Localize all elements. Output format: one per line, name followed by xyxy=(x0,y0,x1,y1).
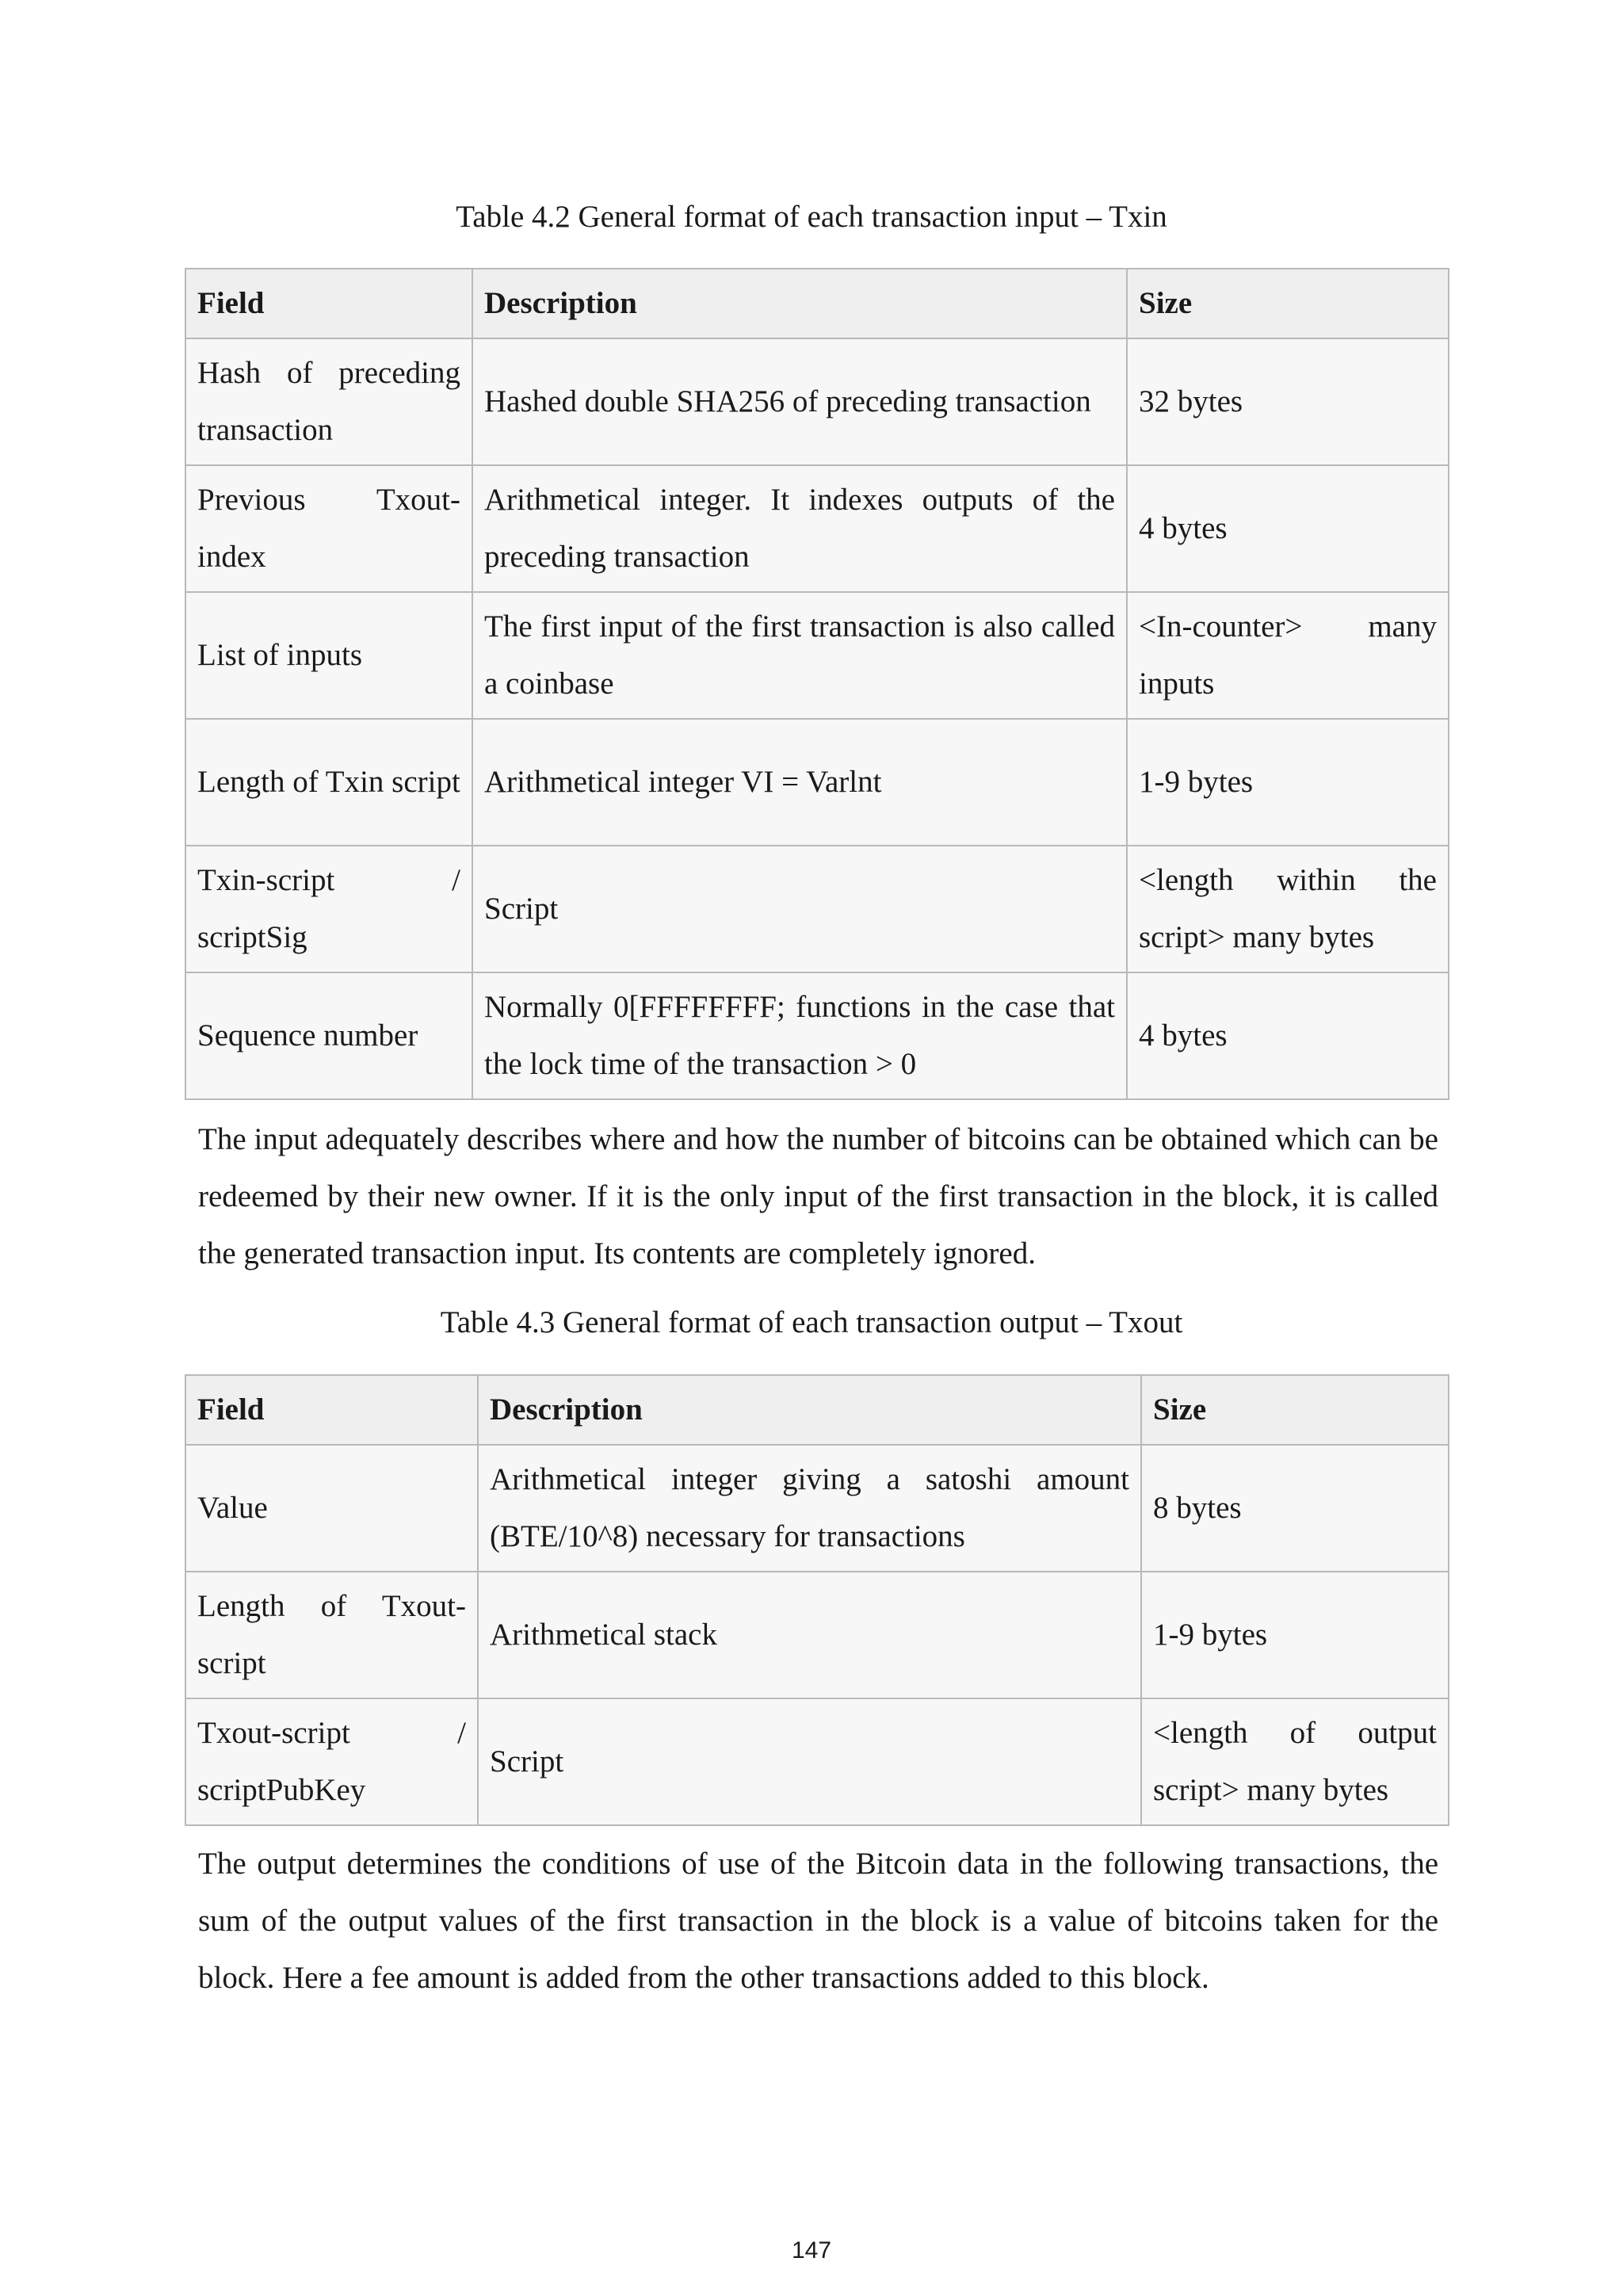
field-cell: List of inputs xyxy=(185,592,472,719)
description-cell: Arithmetical integer VI = Varlnt xyxy=(472,719,1127,846)
table-row xyxy=(185,1572,1449,1698)
body-paragraph: The output determines the conditions of use of the Bitcoin data in the following transactions, the sum of the output values of the first transaction in the block is a value of bitcoins taken for the block. Here a fee amount is added from the other transactions added to this block. xyxy=(198,1847,1438,1995)
field-cell: Txout-script / scriptPubKey xyxy=(185,1698,478,1825)
column-header: Field xyxy=(185,1375,478,1445)
table-header-row xyxy=(185,1375,1449,1445)
description-cell: Normally 0[FFFFFFFF; functions in the case that the lock time of the transaction > 0 xyxy=(472,972,1127,1099)
table-row xyxy=(185,846,1449,972)
field-cell: Sequence number xyxy=(185,972,472,1099)
size-cell: 4 bytes xyxy=(1127,972,1449,1099)
body-paragraph: The input adequately describes where and how the number of bitcoins can be obtained which can be redeemed by their new owner. If it is the only input of the first transaction in the block, it is called the generated transaction input. Its contents are completely ignored. xyxy=(198,1122,1438,1270)
table-row xyxy=(185,1445,1449,1572)
description-cell: Arithmetical integer giving a satoshi amount (BTE/10^8) necessary for transactions xyxy=(478,1445,1141,1572)
field-cell: Txin-script / scriptSig xyxy=(185,846,472,972)
txout-format-table xyxy=(185,1374,1449,1826)
field-cell: Previous Txout-index xyxy=(185,465,472,592)
page-number: 147 xyxy=(791,2237,832,2264)
size-cell: 4 bytes xyxy=(1127,465,1449,592)
description-cell: Script xyxy=(472,846,1127,972)
table-row xyxy=(185,1698,1449,1825)
column-header: Description xyxy=(472,269,1127,338)
size-cell: 8 bytes xyxy=(1141,1445,1449,1572)
field-cell: Length of Txout-script xyxy=(185,1572,478,1698)
description-cell: Arithmetical integer. It indexes outputs of the preceding transaction xyxy=(472,465,1127,592)
table-row xyxy=(185,719,1449,846)
table-row xyxy=(185,338,1449,465)
size-cell: 1-9 bytes xyxy=(1141,1572,1449,1698)
txin-format-table xyxy=(185,268,1449,1100)
description-cell: Script xyxy=(478,1698,1141,1825)
size-cell: <length within the script> many bytes xyxy=(1127,846,1449,972)
table-row xyxy=(185,972,1449,1099)
column-header: Size xyxy=(1141,1375,1449,1445)
table-row xyxy=(185,465,1449,592)
table-caption: Table 4.3 General format of each transaction output – Txout xyxy=(440,1305,1183,1339)
column-header: Field xyxy=(185,269,472,338)
field-cell: Hash of preceding transaction xyxy=(185,338,472,465)
description-cell: Arithmetical stack xyxy=(478,1572,1141,1698)
table-caption: Table 4.2 General format of each transaction input – Txin xyxy=(456,200,1167,234)
size-cell: 32 bytes xyxy=(1127,338,1449,465)
table-row xyxy=(185,592,1449,719)
column-header: Size xyxy=(1127,269,1449,338)
field-cell: Value xyxy=(185,1445,478,1572)
field-cell: Length of Txin script xyxy=(185,719,472,846)
description-cell: The first input of the first transaction is also called a coinbase xyxy=(472,592,1127,719)
table-header-row xyxy=(185,269,1449,338)
size-cell: <length of output script> many bytes xyxy=(1141,1698,1449,1825)
description-cell: Hashed double SHA256 of preceding transaction xyxy=(472,338,1127,465)
column-header: Description xyxy=(478,1375,1141,1445)
size-cell: 1-9 bytes xyxy=(1127,719,1449,846)
size-cell: <In-counter> many inputs xyxy=(1127,592,1449,719)
